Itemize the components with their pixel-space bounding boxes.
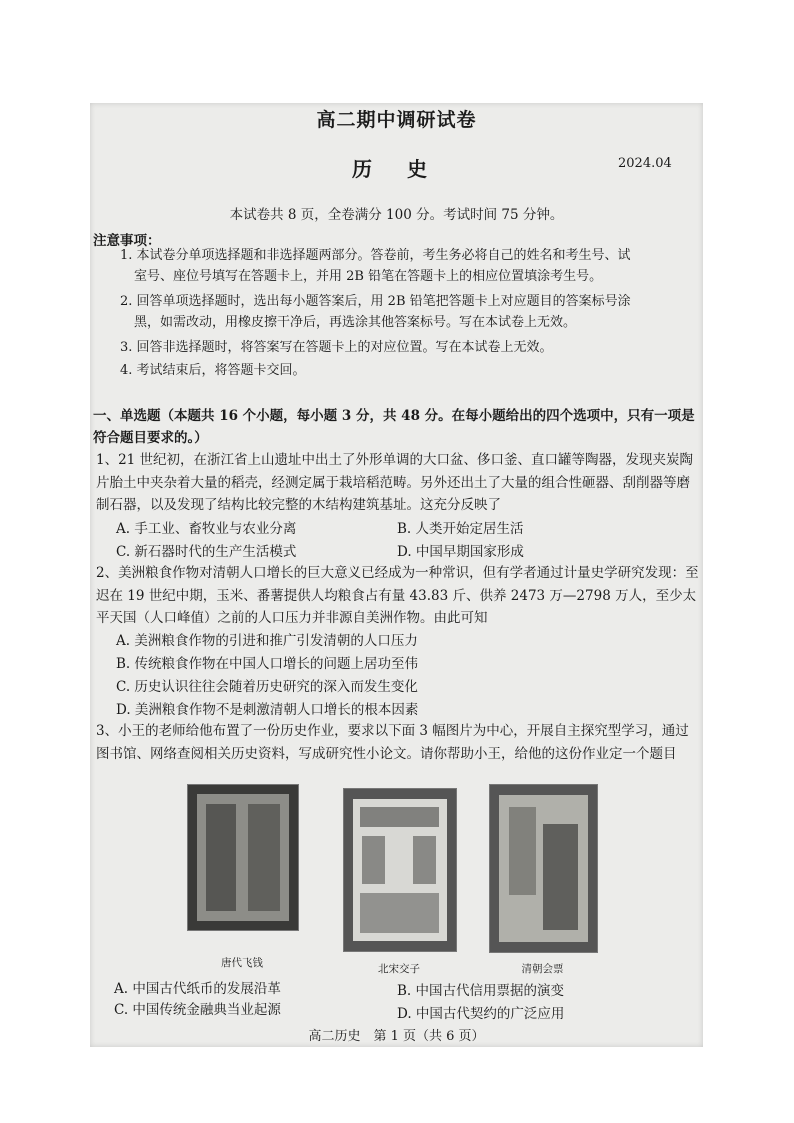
question-2-option-b: B. 传统粮食作物在中国人口增长的问题上居功至伟 xyxy=(116,656,419,672)
question-2-option-a: A. 美洲粮食作物的引进和推广引发清朝的人口压力 xyxy=(116,633,418,649)
question-3-stem: 3、小王的老师给他布置了一份历史作业，要求以下面 3 幅图片为中心，开展自主探究型学习，通过图书馆、网络查阅相关历史资料，写成研究性小论文。请你帮助小王，给他的这份作业定一个题目 xyxy=(96,723,689,762)
exam-info: 本试卷共 8 页，全卷满分 100 分。考试时间 75 分钟。 xyxy=(229,207,564,223)
banknote-photo xyxy=(499,795,589,942)
image-caption-3: 清朝会票 xyxy=(521,963,564,975)
banknote-photo xyxy=(353,799,447,942)
qing-huipiao-image xyxy=(489,784,598,953)
exam-title: 高二期中调研试卷 xyxy=(316,109,477,131)
tang-feiqian-image xyxy=(187,784,299,931)
image-caption-2: 北宋交子 xyxy=(378,963,420,975)
question-3-option-a: A. 中国古代纸币的发展沿革 xyxy=(114,981,281,997)
note-line: 4. 考试结束后，将答题卡交回。 xyxy=(120,363,306,378)
notes-heading: 注意事项： xyxy=(93,233,161,249)
note-line: 1. 本试卷分单项选择题和非选择题两部分。答卷前，考生务必将自己的姓名和考生号、试 xyxy=(120,248,631,263)
question-2-stem: 2、美洲粮食作物对清朝人口增长的巨大意义已经成为一种常识，但有学者通过计量史学研究发现：至迟在 19 世纪中期，玉米、番薯提供人均粮食占有量 43.83 斤、供养 2473 万—2798 万人，至少太平天国（人口峰值）之前的人口压力并非源自美洲作物。由此可知 xyxy=(96,565,699,626)
question-3-option-c: C. 中国传统金融典当业起源 xyxy=(114,1002,281,1018)
question-1-option-a: A. 手工业、畜牧业与农业分离 xyxy=(116,521,297,537)
banknote-photo xyxy=(197,794,289,922)
exam-date: 2024.04 xyxy=(618,156,672,171)
question-3-option-d: D. 中国古代契约的广泛应用 xyxy=(397,1006,565,1022)
exam-page xyxy=(90,103,703,1047)
section-heading: 一、单选题（本题共 16 个小题，每小题 3 分，共 48 分。在每小题给出的四个选项中，只有一项是符合题目要求的。） xyxy=(93,408,695,446)
question-2-option-d: D. 美洲粮食作物不是刺激清朝人口增长的根本因素 xyxy=(116,702,419,718)
song-jiaozi-image xyxy=(343,788,457,952)
question-3-option-b: B. 中国古代信用票据的演变 xyxy=(397,983,565,999)
question-1-option-b: B. 人类开始定居生活 xyxy=(397,521,524,537)
question-1-option-c: C. 新石器时代的生产生活模式 xyxy=(116,544,297,560)
note-line: 2. 回答单项选择题时，选出每小题答案后，用 2B 铅笔把答题卡上对应题目的答案标号涂 xyxy=(120,294,631,309)
note-line: 黑，如需改动，用橡皮擦干净后，再选涂其他答案标号。写在本试卷上无效。 xyxy=(134,315,577,330)
page-footer: 高二历史 第 1 页（共 6 页） xyxy=(308,1029,485,1044)
question-2-option-c: C. 历史认识往往会随着历史研究的深入而发生变化 xyxy=(116,679,418,695)
question-1-option-d: D. 中国早期国家形成 xyxy=(397,544,524,560)
note-line: 3. 回答非选择题时，将答案写在答题卡上的对应位置。写在本试卷上无效。 xyxy=(120,340,553,355)
image-caption-1: 唐代飞钱 xyxy=(221,957,263,969)
subject-title: 历 史 xyxy=(352,157,441,181)
note-line: 室号、座位号填写在答题卡上，并用 2B 铅笔在答题卡上的相应位置填涂考生号。 xyxy=(134,269,603,284)
question-1-stem: 1、21 世纪初，在浙江省上山遗址中出土了外形单调的大口盆、侈口釜、直口罐等陶器，发现夹炭陶片胎土中夹杂着大量的稻壳，经测定属于栽培稻范畴。另外还出土了大量的组合性砸器、刮削器等磨制石器，以及发现了结构比较完整的木结构建筑基址。这充分反映了 xyxy=(96,452,694,513)
